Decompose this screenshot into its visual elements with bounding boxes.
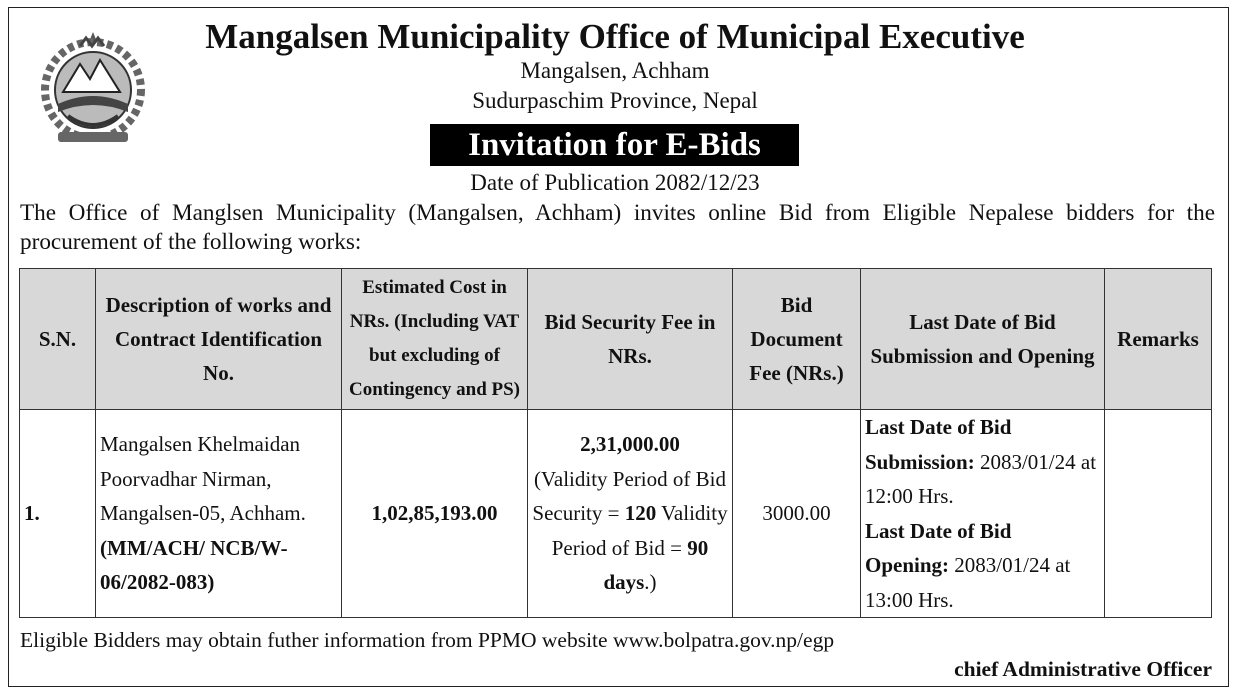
cell-estimated-cost: 1,02,85,193.00	[342, 410, 528, 618]
cell-remarks	[1105, 410, 1212, 618]
header-sn: S.N.	[20, 269, 96, 410]
opening-label: Last Date of Bid Opening:	[865, 518, 1012, 577]
security-days-1: 120	[624, 501, 657, 526]
header-remarks: Remarks	[1105, 269, 1212, 410]
signature: chief Administrative Officer	[954, 657, 1212, 681]
security-amount: 2,31,000.00	[580, 432, 680, 457]
office-address-line-1: Mangalsen, Achham	[520, 58, 710, 83]
office-address-line-2: Sudurpaschim Province, Nepal	[472, 88, 758, 113]
header-bid-security: Bid Security Fee in NRs.	[528, 269, 733, 410]
table-header-row	[20, 269, 1212, 410]
description-text: Mangalsen Khelmaidan Poorvadhar Nirman, Mangalsen-05, Achham.	[100, 432, 306, 526]
cell-sn: 1.	[20, 410, 96, 618]
table-row	[20, 410, 1212, 618]
security-days-2: 90 days	[603, 535, 709, 595]
publication-date: Date of Publication 2082/12/23	[470, 170, 760, 195]
header-estimated-cost: Estimated Cost in NRs. (Including VAT but excluding of Contingency and PS)	[342, 269, 528, 410]
notice-banner: Invitation for E-Bids	[430, 124, 799, 166]
security-note-2: Validity Period of Bid =	[551, 501, 728, 560]
cell-bid-security	[528, 410, 733, 618]
submission-label: Last Date of Bid Submission:	[865, 415, 1012, 474]
header-document-fee: Bid Document Fee (NRs.)	[733, 269, 861, 410]
contract-id: (MM/ACH/ NCB/W-06/2082-083)	[100, 535, 288, 595]
cell-description	[96, 410, 342, 618]
intro-paragraph: The Office of Manglsen Municipality (Mangalsen, Achham) invites online Bid from Eligible Nepalese bidders for the procurement of the following works:	[20, 200, 1215, 255]
cell-last-date	[861, 410, 1105, 618]
header-description: Description of works and Contract Identification No.	[96, 269, 342, 410]
security-note-1: (Validity Period of Bid Security =	[532, 466, 726, 526]
submission-value: 2083/01/24 at 12:00 Hrs.	[865, 449, 1097, 508]
bid-table	[19, 268, 1212, 618]
security-note-3: .)	[644, 570, 657, 595]
opening-value: 2083/01/24 at 13:00 Hrs.	[865, 553, 1071, 612]
cell-document-fee: 3000.00	[733, 410, 861, 618]
nepal-government-emblem-icon	[28, 24, 158, 154]
footer-info: Eligible Bidders may obtain futher information from PPMO website www.bolpatra.gov.np/egp	[20, 628, 835, 652]
header-last-date: Last Date of Bid Submission and Opening	[861, 269, 1105, 410]
office-title: Mangalsen Municipality Office of Municipal Executive	[205, 17, 1025, 56]
